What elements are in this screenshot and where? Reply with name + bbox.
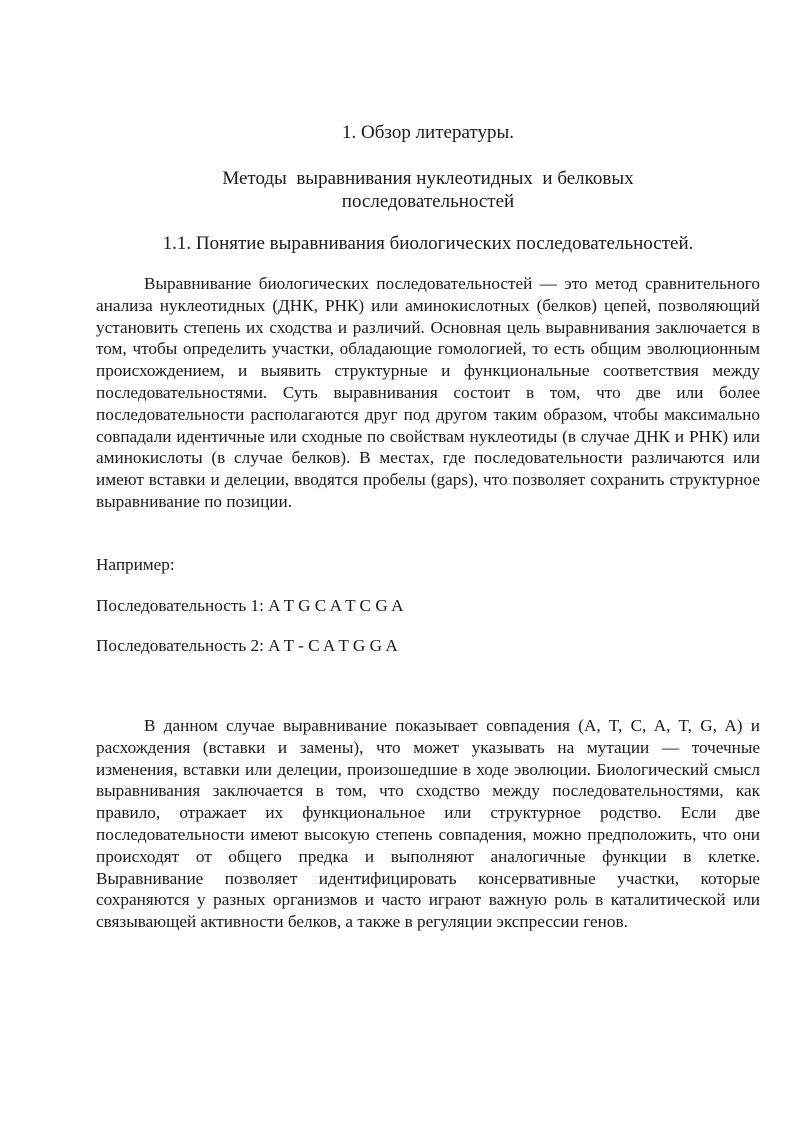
chapter-title-line-1: Методы выравнивания нуклеотидных и белковых [222,168,634,189]
sequence-2: Последовательность 2: A T - C A T G G A [96,636,398,655]
chapter-title-line-2: последовательностей [341,191,515,212]
subsection-title: 1.1. Понятие выравнивания биологических последовательностей. [162,233,694,254]
example-label: Например: [96,555,175,574]
paragraph-definition: Выравнивание биологических последовательностей — это метод сравнительного анализа нуклеотидных (ДНК, РНК) или аминокислотных (белков) цепей, позволяющий установить степень их сходства и различий. Основная цель выравнивания заключается в том, чтобы определить участки, обладающие гомологией, то есть общим эволюционным происхождением, и выявить структурные и функциональные соответствия между последовательностями. Суть выравнивания состоит в том, что две или более последовательности располагаются друг под другом таким образом, чтобы максимально совпадали идентичные или сходные по свойствам нуклеотиды (в случае ДНК и РНК) или аминокислоты (в случае белков). В местах, где последовательности различаются или имеют вставки и делеции, вводятся пробелы (gaps), что позволяет сохранить структурное выравнивание по позиции. [96,274,760,511]
chapter-title [96,167,760,213]
paragraph-explanation: В данном случае выравнивание показывает совпадения (A, T, C, A, T, G, A) и расхождения (вставки и замены), что может указывать на мутации — точечные изменения, вставки или делеции, произошедшие в ходе эволюции. Биологический смысл выравнивания заключается в том, что сходство между последовательностями, как правило, отражает их функциональное или структурное родство. Если две последовательности имеют высокую степень совпадения, можно предположить, что они происходят от общего предка и выполняют аналогичные функции в клетке. Выравнивание позволяет идентифицировать консервативные участки, которые сохраняются у разных организмов и часто играют важную роль в каталитической или связывающей активности белков, а также в регуляции экспрессии генов. [96,716,760,932]
sequence-1: Последовательность 1: A T G C A T C G A [96,596,404,615]
section-title: 1. Обзор литературы. [342,122,514,143]
